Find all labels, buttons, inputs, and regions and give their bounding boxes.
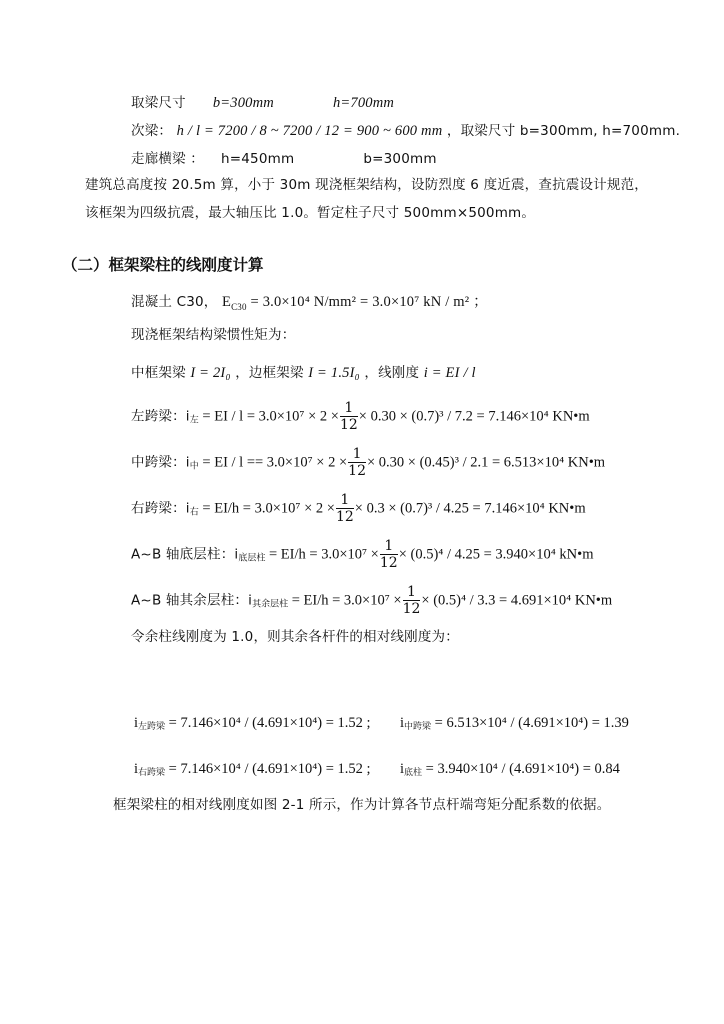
concrete-formula: $E_{C30} = 3.0\times 10^4$ N/mm² = 3.0×10⁷ kN / m² ； [222, 294, 488, 312]
beam-width: b=300mm [212, 95, 274, 111]
stiffness-formula: i = EI / l [423, 365, 476, 381]
concrete-label: 混凝土 C30， [131, 294, 218, 310]
section-heading: （二）框架梁柱的线刚度计算 [62, 256, 264, 274]
inertia-title: 现浇框架结构梁惯性矩为： [131, 327, 296, 343]
secondary-beam-tail: ，取梁尺寸 b=300mm, h=700mm. [446, 123, 681, 139]
calc-right-span: 右跨梁：i右 = EI/h = 3.0×10⁷ × 2 × $\frac{1}{12}$ × 0.3 × (0.7)³ / 4.25 = 7.146×10⁴ KN•m [131, 492, 586, 525]
calc-bottom-column: A~B 轴底层柱：i底层柱 = EI/h = 3.0×10⁷ × $\frac{1}{12}$ × (0.5)⁴ / 4.25 = 3.940×10⁴ kN•m [131, 538, 594, 571]
corridor-beam-line [131, 149, 437, 169]
relative-left-span: i左跨梁 = 7.146×10⁴ / (4.691×10⁴) = 1.52 ; [134, 715, 371, 732]
beam-size-label: 取梁尺寸 [131, 95, 186, 111]
relative-mid-span: i中跨梁 = 6.513×10⁴ / (4.691×10⁴) = 1.39 [400, 715, 629, 732]
corridor-beam-label: 走廊横梁 ： [131, 151, 204, 167]
paragraph-line-2: 该框架为四级抗震，最大轴压比 1.0。暂定柱子尺寸 500mm×500mm。 [85, 205, 536, 221]
secondary-beam-label: 次梁： [131, 123, 173, 139]
mid-frame-label: 中框架梁 [131, 365, 186, 381]
calc-other-column: A~B 轴其余层柱：i其余层柱 = EI/h = 3.0×10⁷ × $\frac{1}{12}$ × (0.5)⁴ / 3.3 = 4.691×10⁴ KN•m [131, 584, 613, 617]
frame-line [131, 363, 476, 383]
concrete-line [131, 292, 488, 312]
corridor-beam-height: h=450mm [221, 151, 295, 167]
calc-mid-span: 中跨梁：i中 = EI / l == 3.0×10⁷ × 2 × $\frac{1}{12}$ × 0.30 × (0.45)³ / 2.1 = 6.513×10⁴ KN•m [131, 446, 606, 479]
relative-title: 令余柱线刚度为 1.0，则其余各杆件的相对线刚度为： [131, 629, 459, 645]
beam-height: h=700mm [332, 95, 395, 111]
beam-size-line [131, 93, 394, 113]
side-frame-formula: I = 1.5I₀ [308, 365, 360, 381]
stiffness-label: ，线刚度 [364, 365, 420, 381]
paragraph-line-1: 建筑总高度按 20.5m 算，小于 30m 现浇框架结构，设防烈度 6 度近震，查抗震设计规范， [85, 177, 648, 193]
relative-right-span: i右跨梁 = 7.146×10⁴ / (4.691×10⁴) = 1.52 ; [134, 761, 371, 778]
calc-left-span: 左跨梁：i左 = EI / l = 3.0×10⁷ × 2 × $\frac{1}{12}$ × 0.30 × (0.7)³ / 7.2 = 7.146×10⁴ KN•m [131, 400, 590, 433]
relative-bottom-column: i底柱 = 3.940×10⁴ / (4.691×10⁴) = 0.84 [400, 761, 620, 778]
corridor-beam-width: b=300mm [363, 151, 437, 167]
secondary-beam-line [131, 121, 680, 141]
side-frame-label: ，边框架梁 [235, 365, 304, 381]
mid-frame-formula: I = 2I₀ [190, 365, 231, 381]
closing-paragraph: 框架梁柱的相对线刚度如图 2-1 所示，作为计算各节点杆端弯矩分配系数的依据。 [113, 797, 611, 813]
secondary-beam-formula: h / l = 7200 / 8 ~ 7200 / 12 = 900 ~ 600 mm [176, 123, 443, 139]
